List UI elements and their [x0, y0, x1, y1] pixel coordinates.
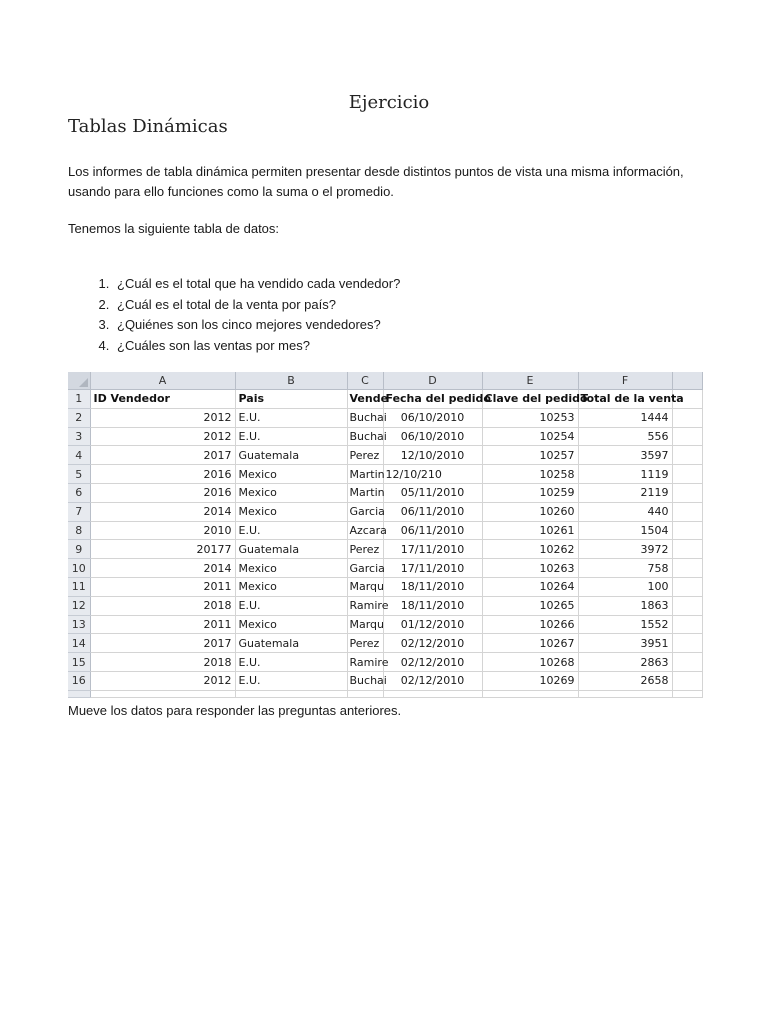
- question-item: 4. ¿Cuáles son las ventas por mes?: [113, 336, 400, 357]
- table-cell: 10262: [482, 540, 578, 559]
- row-number: 7: [68, 502, 90, 521]
- empty-cell: [672, 671, 702, 690]
- column-header: E: [482, 372, 578, 390]
- table-cell: 10265: [482, 596, 578, 615]
- table-cell: Marqu: [347, 615, 383, 634]
- table-cell: Martin: [347, 465, 383, 484]
- empty-cell: [672, 653, 702, 672]
- row-number: 13: [68, 615, 90, 634]
- table-row: [68, 521, 702, 540]
- table-cell: Guatemala: [235, 634, 347, 653]
- table-cell: E.U.: [235, 653, 347, 672]
- header-cell: Clave del pedido: [482, 390, 578, 409]
- header-cell: ID Vendedor: [90, 390, 235, 409]
- table-cell: Perez: [347, 634, 383, 653]
- table-row: [68, 615, 702, 634]
- row-number: 15: [68, 653, 90, 672]
- row-number: 11: [68, 577, 90, 596]
- empty-cell: [672, 596, 702, 615]
- table-cell: 3972: [578, 540, 672, 559]
- table-cell: 556: [578, 427, 672, 446]
- table-cell: 2012: [90, 671, 235, 690]
- table-cell: 10261: [482, 521, 578, 540]
- table-row: [68, 540, 702, 559]
- row-number: 14: [68, 634, 90, 653]
- empty-cell: [235, 690, 347, 697]
- empty-cell: [672, 559, 702, 578]
- table-cell: 17/11/2010: [383, 540, 482, 559]
- table-row: [68, 634, 702, 653]
- table-cell: 2017: [90, 634, 235, 653]
- table-row: [68, 502, 702, 521]
- table-cell: 1504: [578, 521, 672, 540]
- row-number: 2: [68, 408, 90, 427]
- table-cell: 2012: [90, 408, 235, 427]
- table-cell: 2014: [90, 502, 235, 521]
- table-cell: 2018: [90, 653, 235, 672]
- table-cell: 2010: [90, 521, 235, 540]
- table-cell: 1119: [578, 465, 672, 484]
- question-item: 3. ¿Quiénes son los cinco mejores vendedores?: [113, 315, 400, 336]
- column-header: D: [383, 372, 482, 390]
- row-number: 16: [68, 671, 90, 690]
- empty-cell: [578, 690, 672, 697]
- table-cell: 10253: [482, 408, 578, 427]
- table-cell: Mexico: [235, 502, 347, 521]
- table-cell: 2011: [90, 615, 235, 634]
- document-title: Ejercicio: [348, 92, 430, 113]
- table-cell: 10263: [482, 559, 578, 578]
- table-cell: 01/12/2010: [383, 615, 482, 634]
- table-cell: 1863: [578, 596, 672, 615]
- empty-cell: [482, 690, 578, 697]
- table-cell: Martin: [347, 483, 383, 502]
- empty-cell: [672, 483, 702, 502]
- row-number: 3: [68, 427, 90, 446]
- table-cell: Mexico: [235, 559, 347, 578]
- empty-cell: [672, 615, 702, 634]
- table-cell: 06/10/2010: [383, 408, 482, 427]
- table-cell: Guatemala: [235, 540, 347, 559]
- table-cell: 18/11/2010: [383, 596, 482, 615]
- table-cell: E.U.: [235, 427, 347, 446]
- table-cell: Perez: [347, 446, 383, 465]
- table-cell: 2011: [90, 577, 235, 596]
- row-number: 5: [68, 465, 90, 484]
- column-header: A: [90, 372, 235, 390]
- row-number: 9: [68, 540, 90, 559]
- table-row: [68, 427, 702, 446]
- column-header-empty: [672, 372, 702, 390]
- header-cell: Total de la venta: [578, 390, 672, 409]
- table-cell: Mexico: [235, 465, 347, 484]
- table-cell: E.U.: [235, 408, 347, 427]
- table-row: [68, 559, 702, 578]
- table-cell: 1444: [578, 408, 672, 427]
- header-cell: Fecha del pedido: [383, 390, 482, 409]
- table-cell: Mexico: [235, 483, 347, 502]
- table-cell: Azcara: [347, 521, 383, 540]
- empty-cell: [672, 408, 702, 427]
- table-cell: 2863: [578, 653, 672, 672]
- row-number: 10: [68, 559, 90, 578]
- table-cell: 10258: [482, 465, 578, 484]
- table-row: [68, 577, 702, 596]
- table-cell: 12/10/210: [383, 465, 482, 484]
- table-cell: Perez: [347, 540, 383, 559]
- table-cell: 10257: [482, 446, 578, 465]
- table-cell: E.U.: [235, 671, 347, 690]
- header-cell: Vende: [347, 390, 383, 409]
- data-intro-paragraph: Tenemos la siguiente tabla de datos:: [68, 221, 280, 236]
- empty-cell: [672, 521, 702, 540]
- empty-cell: [672, 634, 702, 653]
- table-cell: 10266: [482, 615, 578, 634]
- empty-cell: [672, 446, 702, 465]
- table-cell: 10264: [482, 577, 578, 596]
- data-table: [68, 372, 703, 698]
- table-cell: 100: [578, 577, 672, 596]
- table-row: [68, 596, 702, 615]
- table-cell: 3951: [578, 634, 672, 653]
- empty-cell: [672, 427, 702, 446]
- table-cell: E.U.: [235, 596, 347, 615]
- table-cell: 440: [578, 502, 672, 521]
- row-number: 6: [68, 483, 90, 502]
- column-header-row: [68, 372, 702, 390]
- table-cell: 10268: [482, 653, 578, 672]
- table-cell: 3597: [578, 446, 672, 465]
- table-cell: 1552: [578, 615, 672, 634]
- table-row: [68, 483, 702, 502]
- empty-cell: [672, 465, 702, 484]
- table-cell: 10259: [482, 483, 578, 502]
- table-cell: Garcia: [347, 502, 383, 521]
- table-row-partial: [68, 690, 702, 697]
- table-cell: 2017: [90, 446, 235, 465]
- row-number: [68, 690, 90, 697]
- table-cell: 2016: [90, 465, 235, 484]
- table-cell: 20177: [90, 540, 235, 559]
- table-cell: 10260: [482, 502, 578, 521]
- table-cell: Guatemala: [235, 446, 347, 465]
- document-subtitle: Tablas Dinámicas: [68, 116, 228, 137]
- empty-cell: [672, 690, 702, 697]
- table-cell: 02/12/2010: [383, 634, 482, 653]
- table-cell: 06/10/2010: [383, 427, 482, 446]
- empty-cell: [672, 502, 702, 521]
- table-cell: Mexico: [235, 615, 347, 634]
- header-cell: Pais: [235, 390, 347, 409]
- table-header-row: [68, 390, 702, 409]
- column-header: B: [235, 372, 347, 390]
- empty-cell: [383, 690, 482, 697]
- table-cell: Buchai: [347, 427, 383, 446]
- table-cell: 10269: [482, 671, 578, 690]
- table-cell: 17/11/2010: [383, 559, 482, 578]
- table-cell: 12/10/2010: [383, 446, 482, 465]
- table-cell: Garcia: [347, 559, 383, 578]
- questions-list: [68, 274, 400, 356]
- column-header: F: [578, 372, 672, 390]
- table-cell: 10254: [482, 427, 578, 446]
- row-number: 8: [68, 521, 90, 540]
- table-cell: 2014: [90, 559, 235, 578]
- question-item: 2. ¿Cuál es el total de la venta por país?: [113, 295, 400, 316]
- empty-cell: [672, 577, 702, 596]
- table-cell: 758: [578, 559, 672, 578]
- table-cell: Buchai: [347, 671, 383, 690]
- table-cell: 2012: [90, 427, 235, 446]
- table-cell: Mexico: [235, 577, 347, 596]
- empty-cell: [347, 690, 383, 697]
- closing-paragraph: Mueve los datos para responder las preguntas anteriores.: [68, 703, 402, 718]
- table-cell: 02/12/2010: [383, 671, 482, 690]
- row-number: 1: [68, 390, 90, 409]
- table-cell: Marqu: [347, 577, 383, 596]
- table-cell: Ramire: [347, 596, 383, 615]
- select-all-corner: [68, 372, 90, 390]
- row-number: 12: [68, 596, 90, 615]
- table-row: [68, 408, 702, 427]
- table-row: [68, 653, 702, 672]
- table-row: [68, 465, 702, 484]
- row-number: 4: [68, 446, 90, 465]
- question-item: 1. ¿Cuál es el total que ha vendido cada vendedor?: [113, 274, 400, 295]
- table-cell: 02/12/2010: [383, 653, 482, 672]
- table-row: [68, 671, 702, 690]
- table-cell: 2016: [90, 483, 235, 502]
- empty-cell: [90, 690, 235, 697]
- table-cell: 2119: [578, 483, 672, 502]
- table-cell: 2018: [90, 596, 235, 615]
- spreadsheet-image: [68, 372, 702, 688]
- table-cell: 06/11/2010: [383, 502, 482, 521]
- table-cell: 18/11/2010: [383, 577, 482, 596]
- intro-paragraph: Los informes de tabla dinámica permiten presentar desde distintos puntos de vista una misma información, usando para ello funciones como la suma o el promedio.: [68, 164, 684, 199]
- table-cell: E.U.: [235, 521, 347, 540]
- table-cell: Ramire: [347, 653, 383, 672]
- column-header: C: [347, 372, 383, 390]
- table-cell: 06/11/2010: [383, 521, 482, 540]
- table-cell: 05/11/2010: [383, 483, 482, 502]
- table-cell: 10267: [482, 634, 578, 653]
- table-cell: Buchai: [347, 408, 383, 427]
- empty-cell: [672, 540, 702, 559]
- table-cell: 2658: [578, 671, 672, 690]
- table-row: [68, 446, 702, 465]
